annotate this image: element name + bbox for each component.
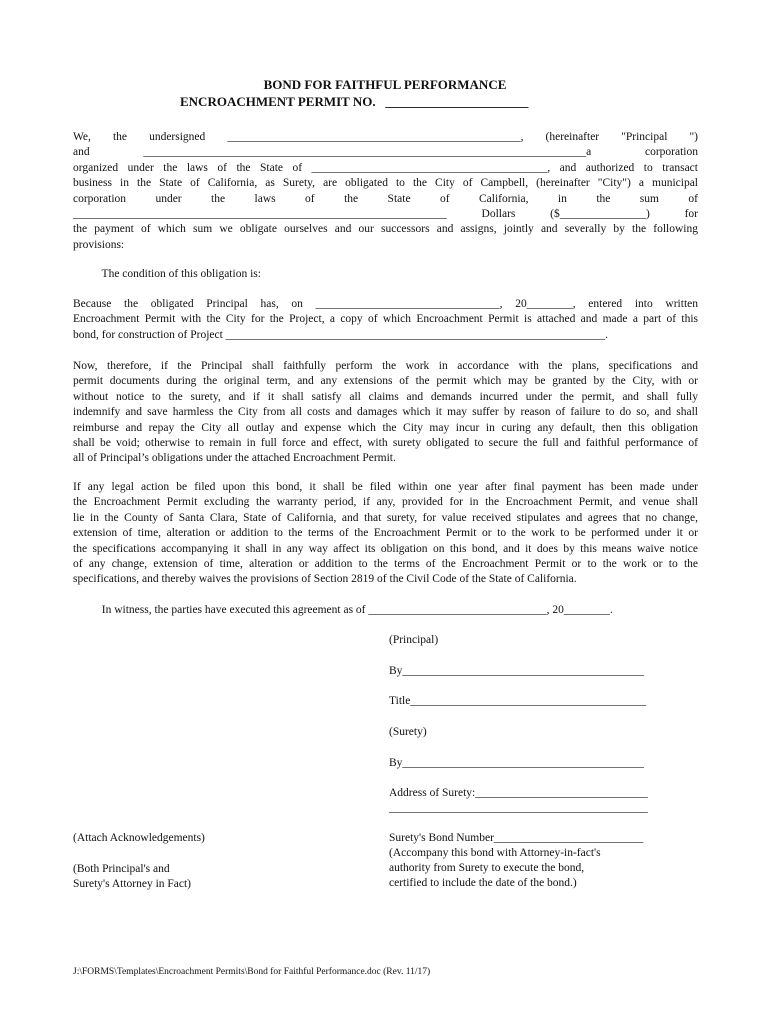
parties-line: business in the State of California, as Surety, are obligated to the City of Campbell, (hereinafter "City") a municipal — [73, 177, 698, 190]
attorney-note-line1: (Both Principal's and — [73, 863, 170, 875]
parties-line: We, the undersigned ___________________________________________________, (hereinafter "Principal ") — [73, 131, 698, 143]
permit-line: Because the obligated Principal has, on ________________________________, 20________, entered into written — [73, 298, 698, 310]
performance-paragraph — [73, 359, 698, 467]
permit-line: Encroachment Permit with the City for the Project, a copy of which Encroachment Permit is attached and made a part of this — [73, 313, 698, 326]
accompany-note-line2: authority from Surety to execute the bond, — [389, 862, 585, 874]
parties-line: provisions: — [73, 238, 125, 251]
principal-title-field[interactable]: Title_________________________________________ — [389, 695, 647, 707]
performance-line: permit documents during the original term, and any extensions of the permit which may be granted by the City, with or — [73, 375, 698, 388]
attach-acknowledgements-note: (Attach Acknowledgements) — [73, 832, 205, 844]
performance-line: shall be void; otherwise to remain in full force and effect, with surety obligated to secure the full and faithful performance of — [73, 436, 698, 449]
accompany-note-line1: (Accompany this bond with Attorney-in-fact's — [389, 847, 601, 859]
performance-line: Now, therefore, if the Principal shall faithfully perform the work in accordance with the plans, specifications and — [73, 360, 698, 372]
witness-line: In witness, the parties have executed this agreement as of _______________________________, 20________. — [73, 604, 613, 616]
principal-label: (Principal) — [389, 634, 439, 646]
principal-signature-field[interactable]: By__________________________________________ — [389, 665, 644, 677]
condition-heading: The condition of this obligation is: — [73, 268, 261, 280]
permit-line: bond, for construction of Project __________________________________________________________________. — [73, 328, 609, 341]
surety-signature-field[interactable]: By__________________________________________ — [389, 757, 644, 769]
surety-address-field[interactable]: Address of Surety:______________________________ — [389, 787, 648, 799]
legal-action-line: lie in the County of Santa Clara, State of California, and that surety, for value received stipulates and agrees that no change, — [73, 511, 698, 524]
legal-action-line: of any change, extension of time, alteration or addition to the terms of the Encroachment Permit or to the work or to the — [73, 557, 698, 570]
parties-line: corporation under the laws of the State of California, in the sum of — [73, 192, 698, 205]
performance-line: indemnify and save harmless the City from all costs and damages which it may suffer by reason of failure to do so, and shall — [73, 406, 698, 419]
legal-action-line: the specifications accompanying it shall in any way affect its obligation on this bond, and it does by this means waive notice — [73, 542, 698, 555]
file-path-footer: J:\FORMS\Templates\Encroachment Permits\Bond for Faithful Performance.doc (Rev. 11/17) — [73, 967, 431, 977]
legal-action-line: extension of time, alteration or addition to the terms of the Encroachment Permit or to the work to be performed under it or — [73, 527, 698, 540]
accompany-note-line3: certified to include the date of the bond.) — [389, 877, 577, 889]
parties-line: _________________________________________________________________ Dollars ($_______________) for — [73, 207, 698, 220]
principal-permit-paragraph — [73, 297, 698, 343]
performance-line: without notice to the surety, and if it shall satisfy all claims and demands incurred under the permit, and shall fully — [73, 390, 698, 403]
legal-action-line: specifications, and thereby waives the provisions of Section 2819 of the Civil Code of the State of California. — [73, 573, 577, 586]
permit-number-heading: ENCROACHMENT PERMIT NO. ______________________ — [180, 94, 529, 109]
surety-bond-number-field[interactable]: Surety's Bond Number__________________________ — [389, 832, 644, 844]
parties-line: and _____________________________________________________________________________a corporation — [73, 146, 698, 159]
surety-label: (Surety) — [389, 726, 427, 738]
surety-address-field-line2[interactable]: _____________________________________________ — [389, 802, 648, 814]
attorney-note-line2: Surety's Attorney in Fact) — [73, 878, 192, 890]
performance-line: reimburse and repay the City all outlay and expense which the City may incur in curing any default, then this obligation — [73, 421, 698, 434]
parties-line: the payment of which sum we obligate ourselves and our successors and assigns, jointly and severally by the following — [73, 223, 698, 236]
parties-line: organized under the laws of the State of _________________________________________, and authorized to transact — [73, 161, 698, 174]
parties-paragraph — [73, 130, 698, 253]
legal-action-line: the Encroachment Permit excluding the warranty period, if any, provided for in the Encroachment Permit, and venue shall — [73, 496, 698, 509]
document-title: BOND FOR FAITHFUL PERFORMANCE — [263, 77, 507, 92]
performance-line: all of Principal’s obligations under the attached Encroachment Permit. — [73, 452, 396, 465]
legal-action-paragraph — [73, 480, 698, 588]
legal-action-line: If any legal action be filed upon this bond, it shall be filed within one year after final payment has been made under — [73, 481, 698, 493]
